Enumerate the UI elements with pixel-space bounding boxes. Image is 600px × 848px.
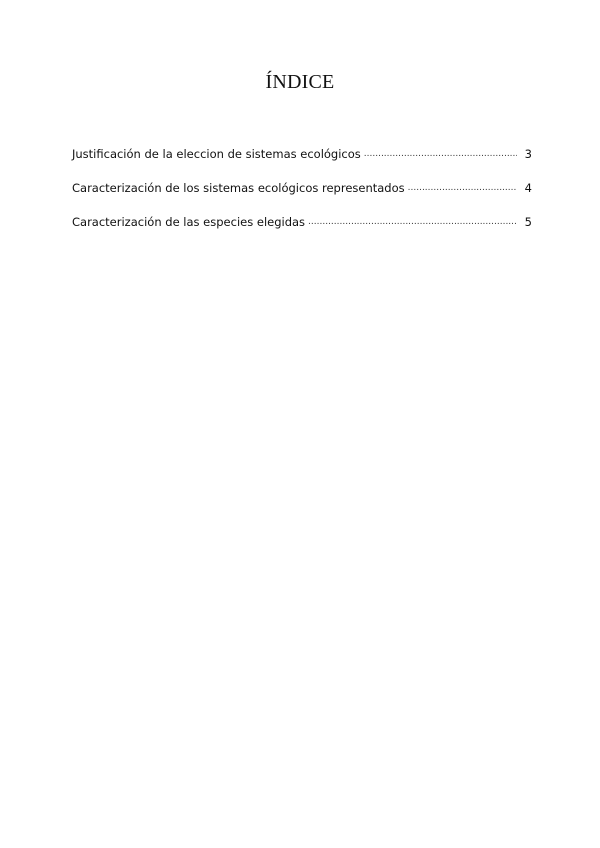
toc-entry-label: Caracterización de los sistemas ecológicos representados [72, 181, 405, 195]
toc-entry[interactable] [72, 146, 532, 180]
dot-leader [364, 146, 517, 162]
toc-page-number: 5 [524, 215, 532, 229]
dot-leader [408, 180, 517, 196]
toc-entry[interactable] [72, 180, 532, 214]
dot-leader [308, 214, 517, 230]
toc-page-number: 3 [524, 147, 532, 161]
table-of-contents [72, 146, 532, 248]
toc-entry-label: Justificación de la eleccion de sistemas ecológicos [72, 147, 361, 161]
page-title: ÍNDICE [265, 71, 335, 93]
toc-entry[interactable] [72, 214, 532, 248]
toc-entry-label: Caracterización de las especies elegidas [72, 215, 306, 229]
toc-page-number: 4 [524, 181, 532, 195]
